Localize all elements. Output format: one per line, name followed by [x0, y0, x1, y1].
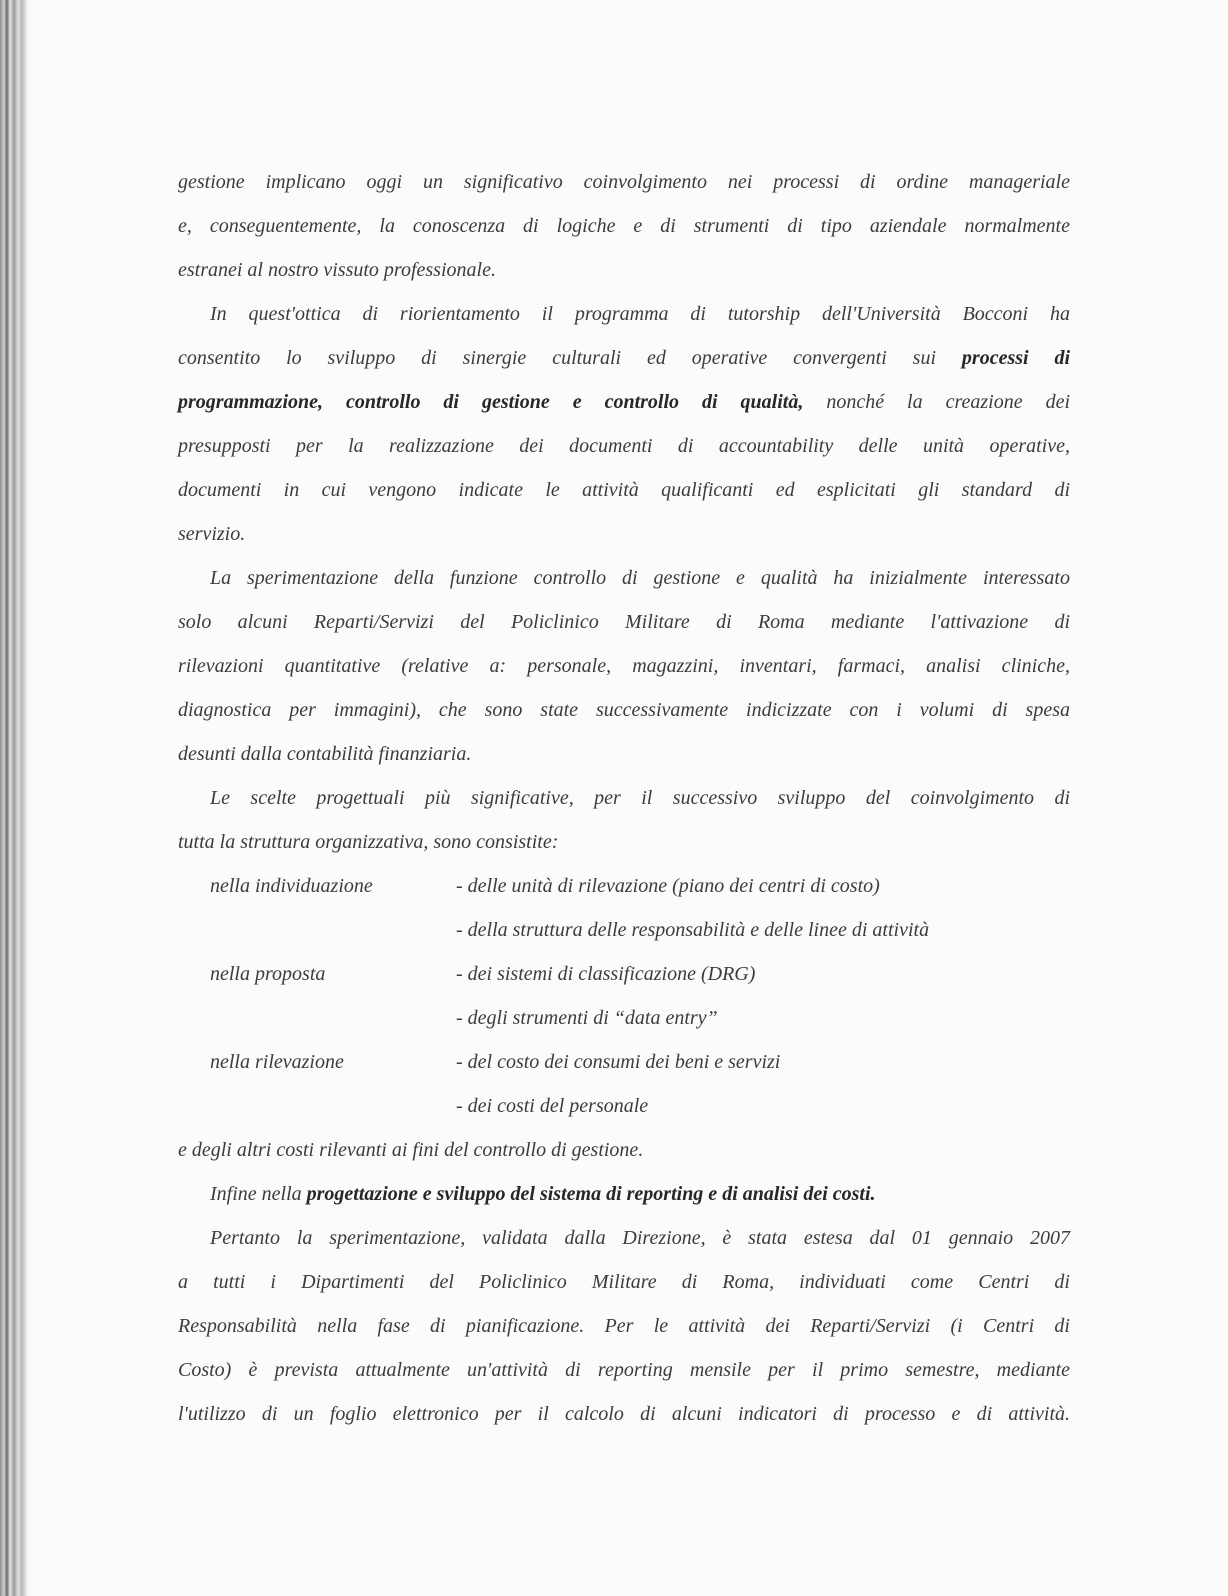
text-line — [178, 380, 1070, 424]
book-binding-edge — [0, 0, 30, 1596]
text-line — [178, 1172, 1070, 1216]
list-label — [178, 996, 456, 1040]
bold-span: programmazione, controllo di gestione e controllo di qualità, — [178, 391, 804, 413]
text-line: desunti dalla contabilità finanziaria. — [178, 743, 472, 765]
list-label — [178, 1084, 456, 1128]
text-line: l'utilizzo di un foglio elettronico per il calcolo di alcuni indicatori di processo e di attività. — [178, 1403, 1070, 1425]
text-line: e degli altri costi rilevanti ai fini del controllo di gestione. — [178, 1139, 644, 1161]
bold-span: progettazione e sviluppo del sistema di reporting e di analisi dei costi. — [306, 1183, 876, 1205]
bold-span: processi di — [961, 347, 1071, 369]
list-text: - dei costi del personale — [456, 1095, 649, 1117]
text-line: servizio. — [178, 523, 246, 545]
text-span: Infine nella — [210, 1183, 302, 1205]
list-item — [178, 1084, 1070, 1128]
text-line: La sperimentazione della funzione controllo di gestione e qualità ha inizialmente interessato — [210, 567, 1070, 589]
list-item — [178, 952, 1070, 996]
list-text: - del costo dei consumi dei beni e servizi — [456, 1051, 781, 1073]
text-line: documenti in cui vengono indicate le attività qualificanti ed esplicitati gli standard di — [178, 479, 1070, 501]
list-label: nella individuazione — [210, 875, 373, 897]
text-line: Pertanto la sperimentazione, validata dalla Direzione, è stata estesa dal 01 gennaio 2007 — [210, 1227, 1070, 1249]
text-line: rilevazioni quantitative (relative a: personale, magazzini, inventari, farmaci, analisi cliniche, — [178, 655, 1070, 677]
list-label: nella rilevazione — [210, 1051, 344, 1073]
text-line: Le scelte progettuali più significative, per il successivo sviluppo del coinvolgimento di — [210, 787, 1070, 809]
list-label: nella proposta — [210, 963, 326, 985]
list-label — [178, 908, 456, 952]
list-text: - dei sistemi di classificazione (DRG) — [456, 963, 756, 985]
text-line: gestione implicano oggi un significativo coinvolgimento nei processi di ordine manageriale — [178, 171, 1070, 193]
text-line: e, conseguentemente, la conoscenza di logiche e di strumenti di tipo aziendale normalmente — [178, 215, 1070, 237]
text-line: presupposti per la realizzazione dei documenti di accountability delle unità operative, — [178, 435, 1070, 457]
list-item — [178, 864, 1070, 908]
text-span: nonché la creazione dei — [826, 391, 1071, 413]
list-item — [178, 996, 1070, 1040]
list-text: - della struttura delle responsabilità e delle linee di attività — [456, 919, 930, 941]
list-text: - degli strumenti di “data entry” — [456, 1007, 718, 1029]
text-span: consentito lo sviluppo di sinergie culturali ed operative convergenti sui — [178, 347, 937, 369]
document-page — [178, 160, 1070, 1436]
list-item — [178, 908, 1070, 952]
text-line: Costo) è prevista attualmente un'attività di reporting mensile per il primo semestre, mediante — [178, 1359, 1070, 1381]
text-line — [178, 336, 1070, 380]
list-text: - delle unità di rilevazione (piano dei centri di costo) — [456, 875, 880, 897]
text-line: solo alcuni Reparti/Servizi del Policlinico Militare di Roma mediante l'attivazione di — [178, 611, 1070, 633]
list-item — [178, 1040, 1070, 1084]
text-line: Responsabilità nella fase di pianificazione. Per le attività dei Reparti/Servizi (i Centri di — [178, 1315, 1070, 1337]
text-line: In quest'ottica di riorientamento il programma di tutorship dell'Università Bocconi ha — [210, 303, 1070, 325]
text-line: tutta la struttura organizzativa, sono consistite: — [178, 831, 559, 853]
text-line: a tutti i Dipartimenti del Policlinico Militare di Roma, individuati come Centri di — [178, 1271, 1070, 1293]
text-line: estranei al nostro vissuto professionale. — [178, 259, 496, 281]
text-line: diagnostica per immagini), che sono state successivamente indicizzate con i volumi di spesa — [178, 699, 1070, 721]
